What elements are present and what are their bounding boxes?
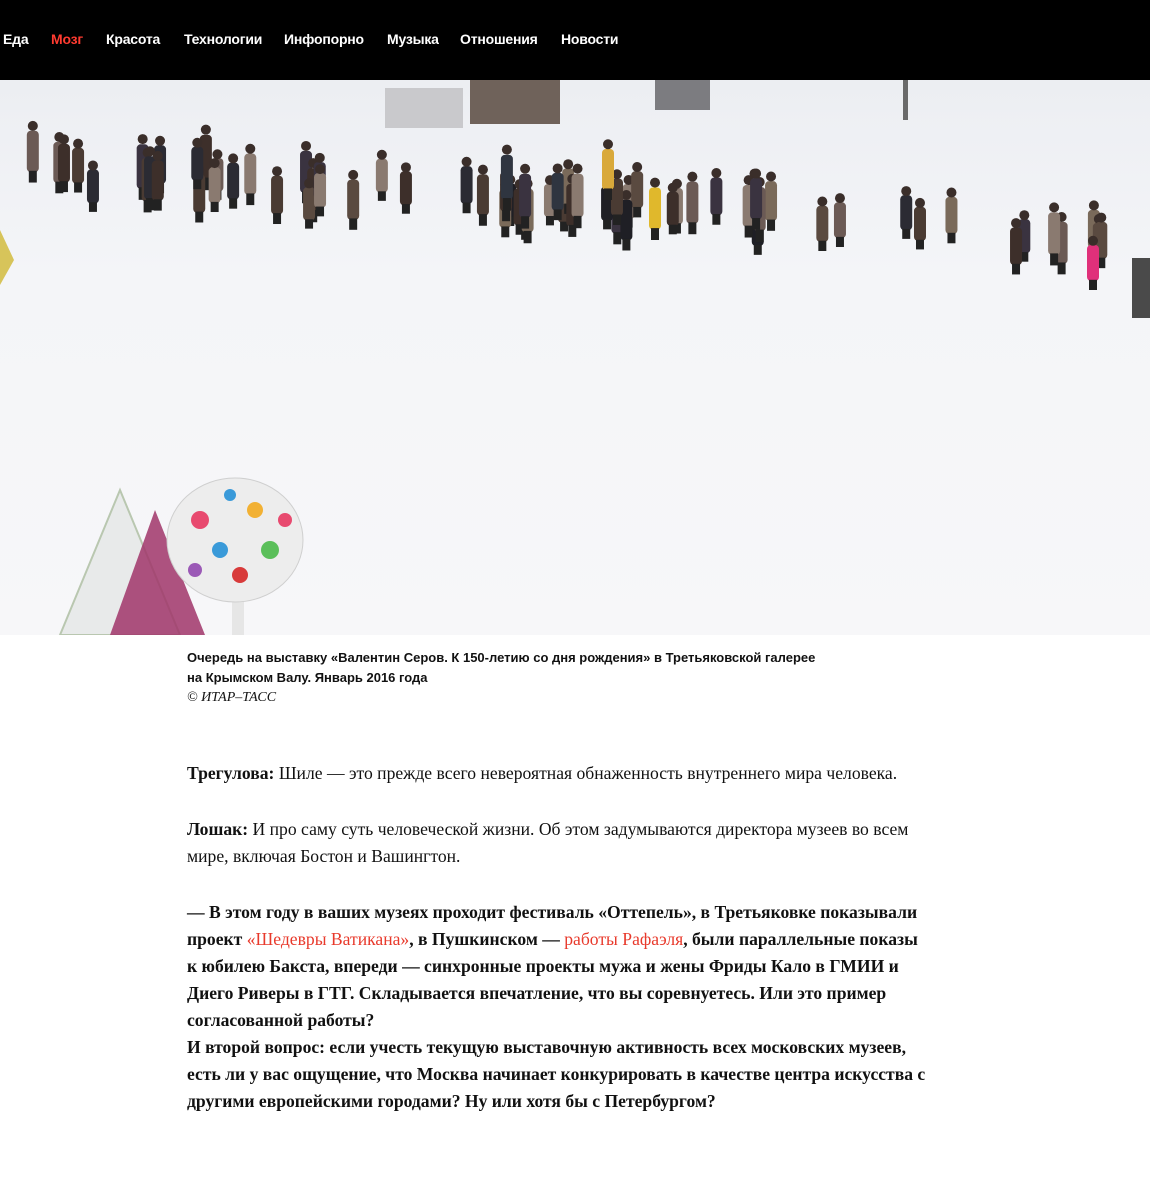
photo-illustration bbox=[0, 80, 1150, 635]
paragraph-text: Шиле — это прежде всего невероятная обнаженность внутреннего мира человека. bbox=[278, 763, 898, 783]
question-part-1: — В этом году в ваших музеях проходит фестиваль «Оттепель», в Третьяковке показывали проект bbox=[187, 902, 918, 949]
article-body bbox=[187, 760, 927, 1144]
paragraph-tregulova bbox=[187, 760, 927, 787]
nav-item-muzyka[interactable]: Музыка bbox=[387, 31, 439, 47]
paragraph-text: И про саму суть человеческой жизни. Об этом задумываются директора музеев во всем мире, включая Бостон и Вашингтон. bbox=[187, 819, 909, 866]
nav-item-krasota[interactable]: Красота bbox=[106, 31, 161, 47]
caption-line-1: Очередь на выставку «Валентин Серов. К 150-летию со дня рождения» в Третьяковской галерее bbox=[187, 650, 816, 665]
paragraph-loshak bbox=[187, 816, 927, 870]
nav-item-eda[interactable]: Еда bbox=[3, 31, 29, 47]
caption-line-2: на Крымском Валу. Январь 2016 года bbox=[187, 670, 428, 685]
question-part-4: И второй вопрос: если учесть текущую выставочную активность всех московских музеев, есть ли у вас ощущение, что Москва начинает конкурировать в качестве центра искусства с другими европейскими городами? Ну или хотя бы с Петербургом? bbox=[187, 1037, 926, 1111]
speaker-label: Трегулова: bbox=[187, 763, 275, 783]
question-part-3: , были параллельные показы к юбилею Бакста, впереди — синхронные проекты мужа и жены Фриды Кало в ГМИИ и Диего Риверы в ГТГ. Складывается впечатление, что вы соревнуетесь. Или это пример согласованной работы? bbox=[187, 929, 918, 1030]
nav-item-tehnologii[interactable]: Технологии bbox=[184, 31, 263, 47]
question-paragraph bbox=[187, 899, 927, 1115]
wooden-booth-shape bbox=[470, 80, 560, 124]
pavilion-shape bbox=[385, 88, 463, 128]
speaker-label: Лошак: bbox=[187, 819, 249, 839]
photo-caption bbox=[187, 648, 907, 688]
nav-item-mozg[interactable]: Мозг bbox=[51, 31, 84, 47]
top-navigation bbox=[0, 0, 1150, 80]
nav-item-otnosheniya[interactable]: Отношения bbox=[460, 31, 538, 47]
article-photo bbox=[0, 80, 1150, 635]
photo-credit: © ИТАР–ТАСС bbox=[187, 690, 277, 705]
link-vatican-masterpieces[interactable]: «Шедевры Ватикана» bbox=[246, 929, 410, 949]
nav-item-novosti[interactable]: Новости bbox=[561, 31, 619, 47]
question-part-2: , в Пушкинском — bbox=[409, 929, 560, 949]
link-raphael-works[interactable]: работы Рафаэля bbox=[564, 929, 684, 949]
nav-item-infoporno[interactable]: Инфопорно bbox=[284, 31, 364, 47]
